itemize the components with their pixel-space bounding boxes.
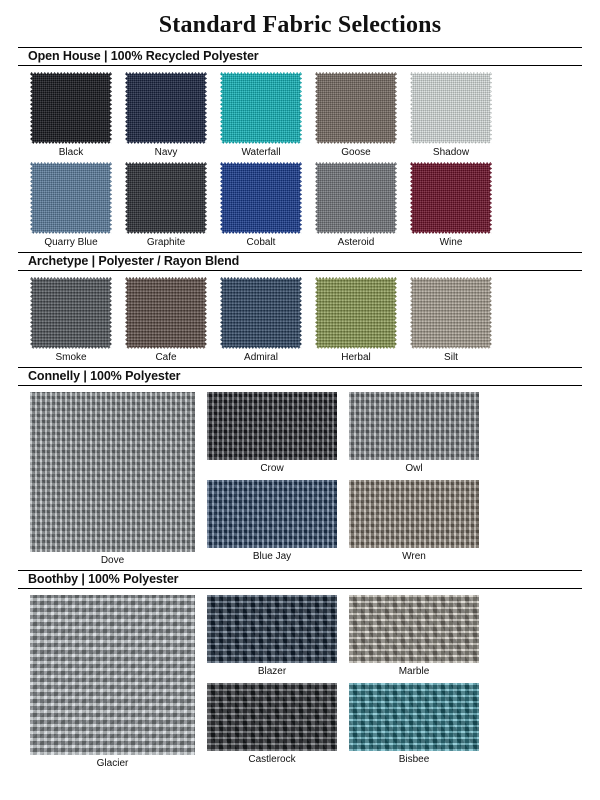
- swatch-cell-smoke[interactable]: [30, 277, 112, 363]
- swatch-label: Bisbee: [398, 754, 430, 765]
- swatch-grid: [18, 392, 582, 566]
- swatch-row: [18, 277, 582, 363]
- swatch-cell-black[interactable]: [30, 72, 112, 158]
- swatch-wren[interactable]: [349, 480, 479, 548]
- swatch-silt[interactable]: [410, 277, 492, 349]
- swatch-label: Marble: [398, 666, 430, 677]
- swatch-black[interactable]: [30, 72, 112, 144]
- swatch-cell-cobalt[interactable]: [220, 162, 302, 248]
- swatch-cell-castlerock[interactable]: [207, 683, 337, 765]
- swatch-cell-navy[interactable]: [125, 72, 207, 158]
- swatch-label: Crow: [260, 463, 284, 474]
- swatch-crow[interactable]: [207, 392, 337, 460]
- collection-archetype: [18, 252, 582, 363]
- collection-header: Connelly | 100% Polyester: [18, 367, 582, 386]
- swatch-label: Graphite: [146, 237, 186, 248]
- swatch-label: Silt: [444, 352, 458, 363]
- swatch-cell-blazer[interactable]: [207, 595, 337, 677]
- swatch-cell-cafe[interactable]: [125, 277, 207, 363]
- swatch-navy[interactable]: [125, 72, 207, 144]
- page-title: Standard Fabric Selections: [158, 12, 442, 38]
- swatch-label: Blazer: [257, 666, 287, 677]
- swatch-row: [18, 72, 582, 158]
- swatch-label: Smoke: [55, 352, 87, 363]
- swatch-cell-crow[interactable]: [207, 392, 337, 474]
- swatch-label: Owl: [405, 463, 423, 474]
- swatch-row: [207, 595, 479, 677]
- swatch-cell-quarry-blue[interactable]: [30, 162, 112, 248]
- swatch-label: Blue Jay: [252, 551, 292, 562]
- swatch-cell-admiral[interactable]: [220, 277, 302, 363]
- swatch-herbal[interactable]: [315, 277, 397, 349]
- swatch-label: Glacier: [96, 758, 129, 769]
- collection-header: Boothby | 100% Polyester: [18, 570, 582, 589]
- collection-header: Archetype | Polyester / Rayon Blend: [18, 252, 582, 271]
- swatch-label: Dove: [100, 555, 125, 566]
- swatch-cell-owl[interactable]: [349, 392, 479, 474]
- swatch-row: [207, 480, 479, 562]
- swatch-label: Cafe: [155, 352, 177, 363]
- swatch-label: Admiral: [244, 352, 278, 363]
- collection-connelly: [18, 367, 582, 566]
- swatch-cell-wine[interactable]: [410, 162, 492, 248]
- swatch-cell-asteroid[interactable]: [315, 162, 397, 248]
- swatch-blazer[interactable]: [207, 595, 337, 663]
- swatch-label: Goose: [341, 147, 371, 158]
- swatch-label: Waterfall: [241, 147, 281, 158]
- swatch-label: Shadow: [432, 147, 470, 158]
- swatch-marble[interactable]: [349, 595, 479, 663]
- swatch-goose[interactable]: [315, 72, 397, 144]
- swatch-cell-herbal[interactable]: [315, 277, 397, 363]
- swatch-subgrid: [207, 595, 479, 769]
- swatch-label: Wren: [402, 551, 426, 562]
- swatch-castlerock[interactable]: [207, 683, 337, 751]
- swatch-asteroid[interactable]: [315, 162, 397, 234]
- swatch-cell-wren[interactable]: [349, 480, 479, 562]
- swatch-cell-blue-jay[interactable]: [207, 480, 337, 562]
- swatch-blue-jay[interactable]: [207, 480, 337, 548]
- swatch-subgrid: [207, 392, 479, 566]
- swatch-label: Asteroid: [337, 237, 375, 248]
- swatch-cobalt[interactable]: [220, 162, 302, 234]
- swatch-row: [207, 392, 479, 474]
- swatch-owl[interactable]: [349, 392, 479, 460]
- swatch-cell-glacier[interactable]: [30, 595, 195, 769]
- swatch-cell-waterfall[interactable]: [220, 72, 302, 158]
- swatch-label: Black: [58, 147, 84, 158]
- swatch-cell-silt[interactable]: [410, 277, 492, 363]
- swatch-grid: [18, 595, 582, 769]
- swatch-cell-graphite[interactable]: [125, 162, 207, 248]
- swatch-label: Wine: [439, 237, 463, 248]
- swatch-row: [207, 683, 479, 765]
- swatch-cell-marble[interactable]: [349, 595, 479, 677]
- swatch-wine[interactable]: [410, 162, 492, 234]
- swatch-dove[interactable]: [30, 392, 195, 552]
- swatch-bisbee[interactable]: [349, 683, 479, 751]
- swatch-cell-goose[interactable]: [315, 72, 397, 158]
- swatch-graphite[interactable]: [125, 162, 207, 234]
- swatch-cell-dove[interactable]: [30, 392, 195, 566]
- swatch-cell-bisbee[interactable]: [349, 683, 479, 765]
- collection-boothby: [18, 570, 582, 769]
- collection-header: Open House | 100% Recycled Polyester: [18, 47, 582, 66]
- swatch-label: Quarry Blue: [44, 237, 98, 248]
- collection-open-house: [18, 47, 582, 248]
- swatch-label: Herbal: [341, 352, 371, 363]
- swatch-cafe[interactable]: [125, 277, 207, 349]
- swatch-quarry-blue[interactable]: [30, 162, 112, 234]
- swatch-glacier[interactable]: [30, 595, 195, 755]
- swatch-waterfall[interactable]: [220, 72, 302, 144]
- swatch-label: Cobalt: [246, 237, 276, 248]
- swatch-label: Castlerock: [248, 754, 296, 765]
- swatch-shadow[interactable]: [410, 72, 492, 144]
- swatch-admiral[interactable]: [220, 277, 302, 349]
- swatch-label: Navy: [154, 147, 178, 158]
- swatch-smoke[interactable]: [30, 277, 112, 349]
- swatch-row: [18, 162, 582, 248]
- swatch-cell-shadow[interactable]: [410, 72, 492, 158]
